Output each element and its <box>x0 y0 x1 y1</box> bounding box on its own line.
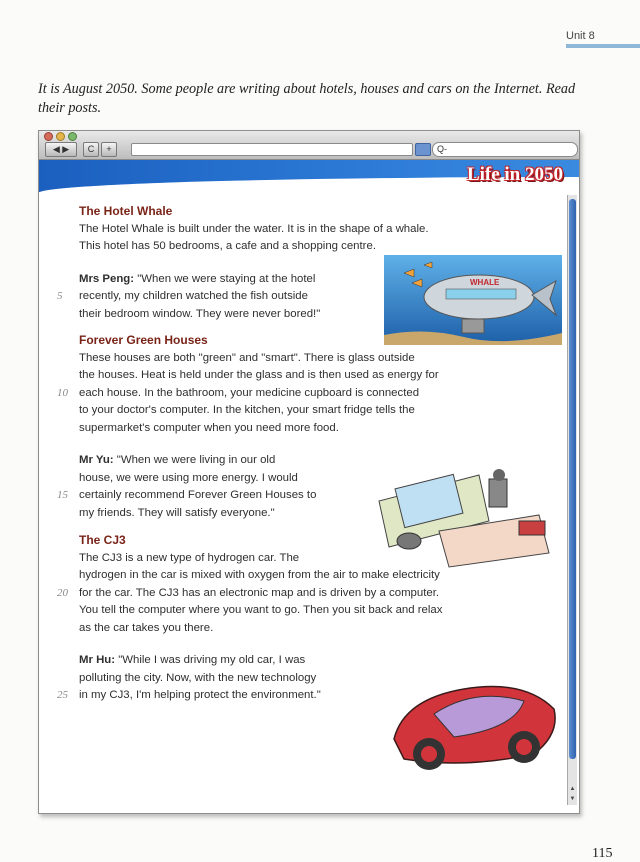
body-line: This hotel has 50 bedrooms, a cafe and a shopping centre. <box>79 240 376 252</box>
window-controls <box>44 132 77 141</box>
scroll-up-arrow[interactable]: ▲ <box>569 786 576 792</box>
body-line: hydrogen in the car is mixed with oxygen from the air to make electricity <box>79 569 440 581</box>
body-text: for the car. The CJ3 has an electronic map and is driven by a computer. <box>79 586 440 599</box>
body-line: as the car takes you there. <box>79 621 214 634</box>
body-line: supermarket's computer when you need more food. <box>79 421 339 434</box>
address-bar[interactable] <box>131 143 413 156</box>
intro-text: It is August 2050. Some people are writing about hotels, houses and cars on the Internet. Read their posts. <box>38 81 576 116</box>
body-line: The CJ3 is a new type of hydrogen car. The <box>79 551 300 564</box>
quote-text: "When we were living in our old <box>113 454 276 466</box>
quote-speaker: Mrs Peng: <box>79 272 135 285</box>
line-number: 10 <box>57 386 68 399</box>
body-line: You tell the computer where you want to go. Then you sit back and relax <box>79 604 443 616</box>
green-house-illustration <box>369 461 559 571</box>
back-forward-button[interactable]: ◀ ▶ <box>45 142 77 157</box>
whale-hotel-illustration <box>384 255 562 345</box>
quote-line: polluting the city. Now, with the new technology <box>79 671 317 684</box>
section-heading: Forever Green Houses <box>79 333 208 347</box>
page-number: 115 <box>592 846 613 861</box>
quote-text: "While I was driving my old car, I was <box>115 654 306 666</box>
section-heading: The CJ3 <box>79 533 126 547</box>
reload-button[interactable]: C <box>83 142 99 157</box>
vertical-scrollbar[interactable] <box>567 195 577 805</box>
search-field[interactable]: Q- <box>432 142 578 157</box>
quote-text: recently, my children watched the fish outside <box>79 290 308 302</box>
line-number: 25 <box>57 689 68 701</box>
scrollbar-thumb[interactable] <box>569 199 576 759</box>
body-line: the houses. Heat is held under the glass and is then used as energy for <box>79 369 439 381</box>
body-line: The Hotel Whale is built under the water. It is in the shape of a whale. <box>79 222 429 235</box>
quote-line: their bedroom window. They were never bored!" <box>79 307 321 320</box>
quote-text: in my CJ3, I'm helping protect the environment." <box>79 689 321 701</box>
scroll-down-arrow[interactable]: ▼ <box>569 796 576 802</box>
line-number: 15 <box>57 489 68 501</box>
browser-toolbar <box>39 131 579 160</box>
minimize-window-button[interactable] <box>56 132 65 141</box>
line-number: 5 <box>57 290 63 302</box>
close-window-button[interactable] <box>44 132 53 141</box>
quote-text: "When we were staying at the hotel <box>134 272 316 285</box>
section-heading: The Hotel Whale <box>79 204 173 218</box>
line-number: 20 <box>57 586 68 599</box>
body-line <box>57 385 524 403</box>
add-tab-button[interactable]: + <box>101 142 117 157</box>
body-line <box>57 585 524 603</box>
quote-line: my friends. They will satisfy everyone." <box>79 506 275 519</box>
quote-speaker: Mr Hu: <box>79 654 116 666</box>
browser-window <box>38 130 580 814</box>
quote-line: house, we were using more energy. I would <box>79 471 298 484</box>
rss-icon[interactable] <box>415 143 431 156</box>
unit-label: Unit 8 <box>566 30 595 42</box>
quote-text: certainly recommend Forever Green Houses to <box>79 489 317 501</box>
body-line: These houses are both "green" and "smart". There is glass outside <box>79 351 415 364</box>
unit-accent-bar <box>566 44 640 48</box>
car-plate: CJ3 <box>484 677 501 687</box>
quote-speaker: Mr Yu: <box>79 454 114 466</box>
body-text: each house. In the bathroom, your medicine cupboard is connected <box>79 386 420 399</box>
cj3-car-illustration <box>384 659 562 779</box>
body-line: to your doctor's computer. In the kitchen, your smart fridge tells the <box>79 404 415 416</box>
zoom-window-button[interactable] <box>68 132 77 141</box>
page-title: Life in 2050 <box>466 164 563 185</box>
whale-sign: WHALE <box>470 278 500 287</box>
